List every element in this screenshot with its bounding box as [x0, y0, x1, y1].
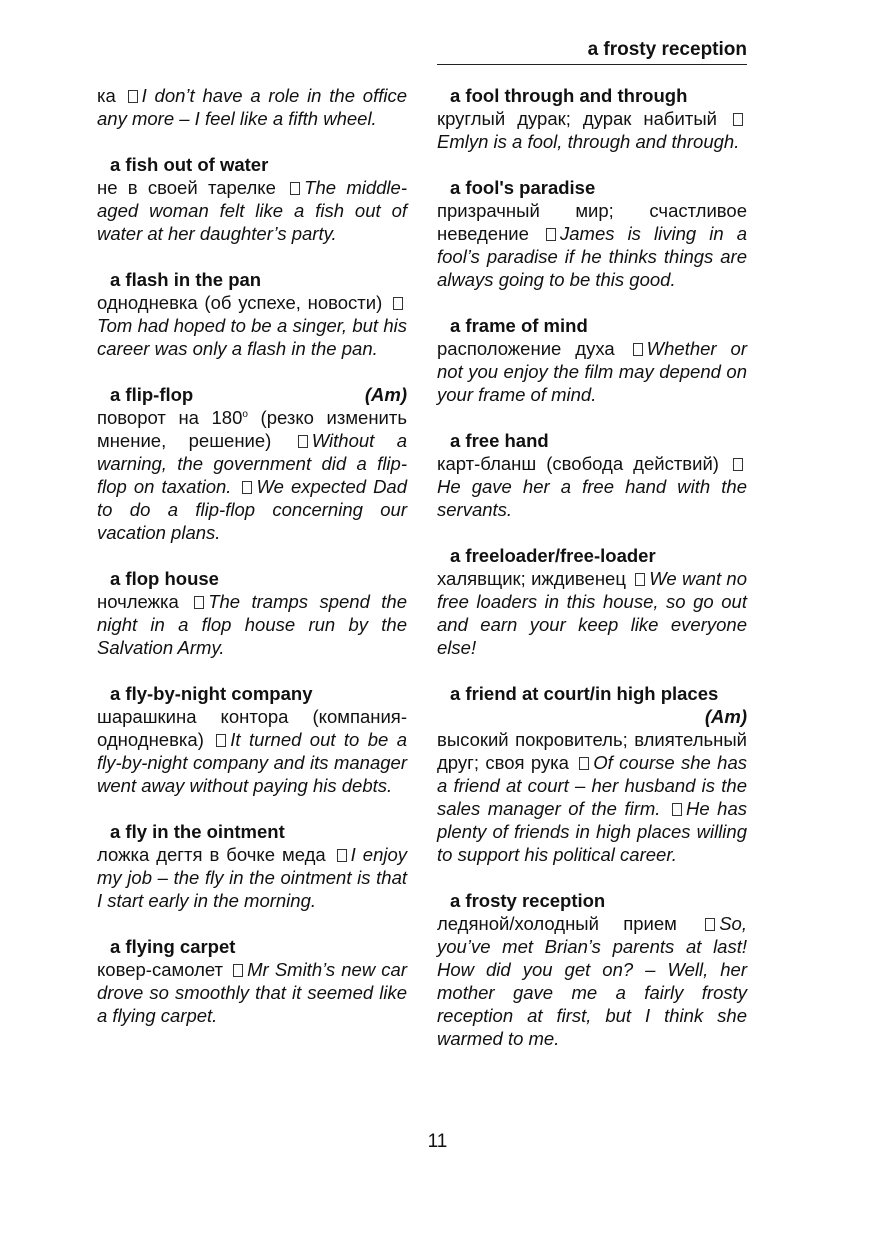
translation: ка — [97, 85, 116, 106]
entry-flying-carpet — [97, 935, 407, 1027]
translation: однодневка (об успехе, новости) — [97, 292, 383, 313]
headword: a flop house — [110, 568, 219, 589]
headword: a fool through and through — [450, 85, 688, 106]
example-marker-icon — [233, 964, 243, 977]
example-marker-icon — [216, 734, 226, 747]
headword: a friend at court/in high places — [450, 683, 719, 704]
example: James is living in a fool’s paradise if he thinks things are always going to be this good. — [437, 223, 747, 290]
entry-frame-of-mind — [437, 314, 747, 406]
translation: ложка дегтя в бочке меда — [97, 844, 326, 865]
translation-suffix: (резко изменить мнение, решение) — [97, 407, 407, 451]
example: I enjoy my job – the fly in the ointment is that I start early in the morning. — [97, 844, 408, 911]
translation: расположение духа — [437, 338, 615, 359]
example-marker-icon — [393, 297, 403, 310]
entry-fish-out-of-water — [97, 153, 407, 245]
degree-sign: o — [242, 408, 248, 420]
entry-flop-house — [97, 567, 407, 659]
example: He gave her a free hand with the servants. — [437, 476, 747, 520]
entry-fool-through-and-through — [437, 84, 747, 153]
headword: a frosty reception — [450, 890, 606, 911]
translation: ледяной/холодный прием — [437, 913, 677, 934]
example-marker-icon — [298, 435, 308, 448]
example: Of course she has a friend at court – her husband is the sales manager of the firm. — [437, 752, 747, 819]
usage-label: (Am) — [704, 706, 747, 727]
example-marker-icon — [633, 343, 643, 356]
example-marker-icon — [546, 228, 556, 241]
headword-row — [437, 682, 747, 728]
translation: высокий покровитель; влиятельный друг; своя рука — [437, 729, 747, 773]
example: We want no free loaders in this house, so go out and earn your keep like everyone else! — [437, 568, 747, 658]
headword: a flying carpet — [110, 936, 236, 957]
header-rule — [437, 64, 747, 65]
translation: халявщик; иждивенец — [437, 568, 626, 589]
example: Tom had hoped to be a singer, but his career was only a flash in the pan. — [97, 315, 407, 359]
entry-freeloader — [437, 544, 747, 659]
example-marker-icon — [705, 918, 715, 931]
usage-label: (Am) — [364, 384, 407, 405]
headword: a fly in the ointment — [110, 821, 285, 842]
translation: ковер-самолет — [97, 959, 224, 980]
headword: a frame of mind — [450, 315, 588, 336]
headword-row — [97, 383, 407, 406]
example: So, you’ve met Brian’s parents at last! How did you get on? – Well, her mother gave me a fairly frosty reception at first, but I think she warmed to me. — [437, 913, 747, 1049]
example: The tramps spend the night in a flop house run by the Salvation Army. — [97, 591, 407, 658]
example-marker-icon — [128, 90, 138, 103]
entry-continuation — [97, 84, 407, 130]
example: Without a warning, the government did a flip-flop on taxation. — [97, 430, 408, 497]
example-marker-icon — [579, 757, 589, 770]
headword: a flip-flop — [110, 384, 194, 405]
entry-friend-at-court — [437, 682, 747, 866]
translation: карт-бланш (свобода действий) — [437, 453, 719, 474]
translation: шарашкина контора (компания-однодневка) — [97, 706, 407, 750]
example: He has plenty of friends in high places willing to support his political career. — [437, 798, 748, 865]
running-header: a frosty reception — [587, 39, 747, 60]
entry-fools-paradise — [437, 176, 747, 291]
page-number: 11 — [427, 1131, 448, 1152]
entry-frosty-reception — [437, 889, 747, 1050]
example: The middle-aged woman felt like a fish out of water at her daughter’s party. — [97, 177, 407, 244]
translation: призрачный мир; счастливое неведение — [437, 200, 747, 244]
example-marker-icon — [672, 803, 682, 816]
translation: не в своей тарелке — [97, 177, 276, 198]
headword: a fish out of water — [110, 154, 269, 175]
example-marker-icon — [242, 481, 252, 494]
example-marker-icon — [733, 458, 743, 471]
example: Emlyn is a fool, through and through. — [437, 131, 740, 152]
translation: круглый дурак; дурак набитый — [437, 108, 717, 129]
example: Mr Smith’s new car drove so smoothly that it seemed like a flying carpet. — [97, 959, 407, 1026]
example: It turned out to be a fly-by-night company and its manager went away without paying his debts. — [97, 729, 408, 796]
example: I don’t have a role in the office any more – I feel like a fifth wheel. — [97, 85, 407, 129]
headword: a fool's paradise — [450, 177, 596, 198]
headword: a flash in the pan — [110, 269, 262, 290]
example: Whether or not you enjoy the film may depend on your frame of mind. — [437, 338, 747, 405]
headword: a free hand — [450, 430, 549, 451]
entry-flip-flop — [97, 383, 407, 544]
example-marker-icon — [194, 596, 204, 609]
example-marker-icon — [733, 113, 743, 126]
left-column — [97, 84, 407, 1027]
translation-prefix: поворот на 180 — [97, 407, 243, 428]
entry-flash-in-the-pan — [97, 268, 407, 360]
example: We expected Dad to do a flip-flop concerning our vacation plans. — [97, 476, 408, 543]
headword: a fly-by-night company — [110, 683, 313, 704]
entry-fly-in-the-ointment — [97, 820, 407, 912]
translation: ночлежка — [97, 591, 179, 612]
example-marker-icon — [337, 849, 347, 862]
entry-fly-by-night-company — [97, 682, 407, 797]
example-marker-icon — [290, 182, 300, 195]
headword: a freeloader/free-loader — [450, 545, 656, 566]
example-marker-icon — [635, 573, 645, 586]
right-column — [437, 84, 747, 1050]
entry-free-hand — [437, 429, 747, 521]
